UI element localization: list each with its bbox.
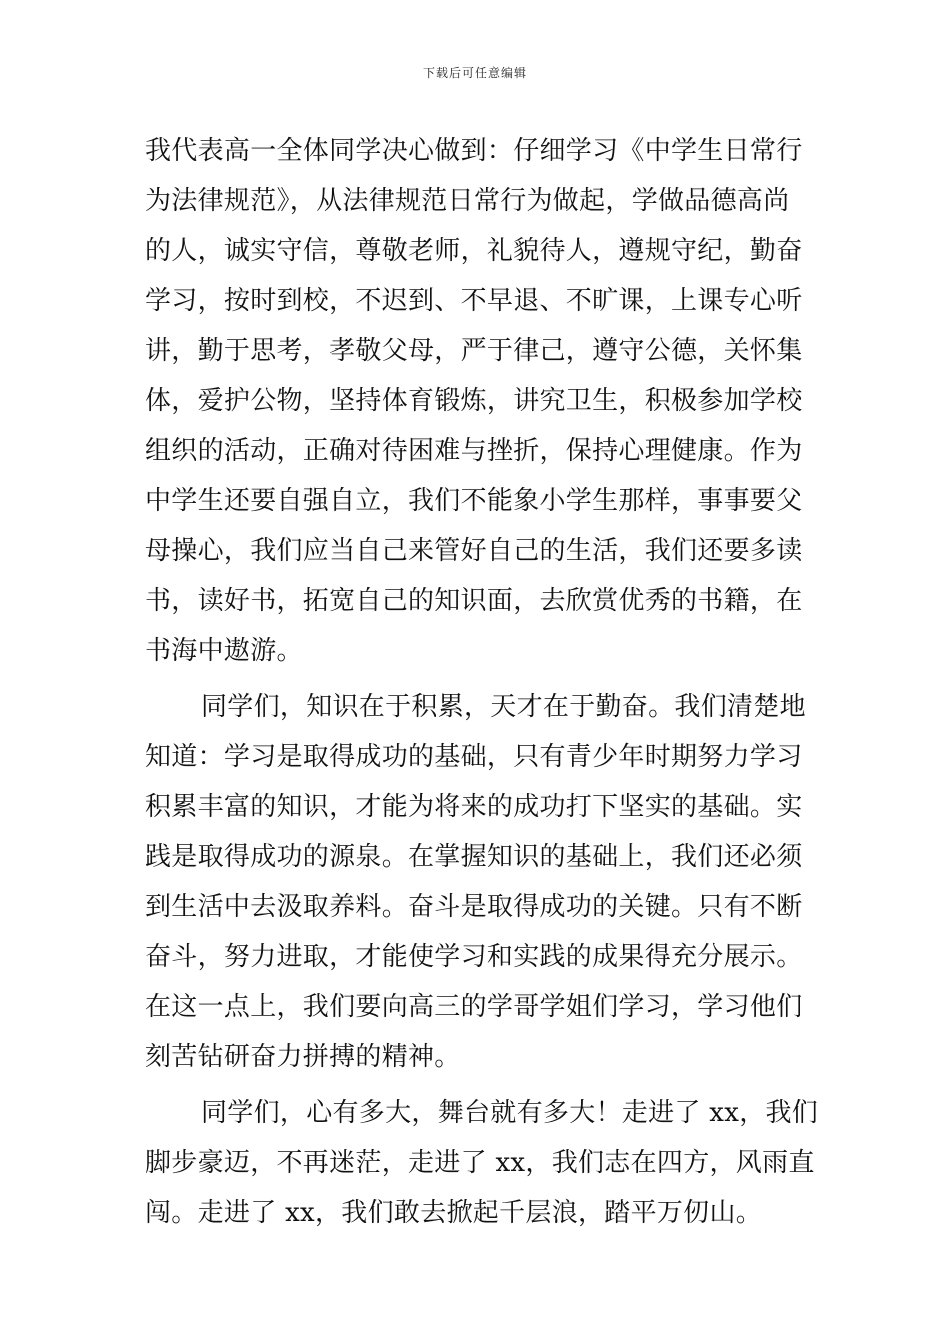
text-line: 体，爱护公物，坚持体育锻炼，讲究卫生，积极参加学校 bbox=[145, 386, 803, 416]
text-line: 学习，按时到校，不迟到、不早退、不旷课，上课专心听 bbox=[145, 286, 803, 316]
text-line: 闯。走进了 xx，我们敢去掀起千层浪，踏平万仞山。 bbox=[145, 1198, 763, 1228]
text-line: 的人，诚实守信，尊敬老师，礼貌待人，遵规守纪，勤奋 bbox=[145, 236, 803, 266]
paragraph-2 bbox=[145, 682, 810, 1082]
text-line: 书海中遨游。 bbox=[145, 636, 303, 666]
text-line: 同学们，心有多大，舞台就有多大！走进了 xx，我们 bbox=[201, 1098, 819, 1128]
text-line: 到生活中去汲取养料。奋斗是取得成功的关键。只有不断 bbox=[145, 892, 803, 922]
text-line: 书，读好书，拓宽自己的知识面，去欣赏优秀的书籍，在 bbox=[145, 586, 803, 616]
document-body bbox=[145, 126, 819, 1238]
text-line: 讲，勤于思考，孝敬父母，严于律己，遵守公德，关怀集 bbox=[145, 336, 803, 366]
paragraph-3 bbox=[145, 1088, 819, 1238]
text-line: 母操心，我们应当自己来管好自己的生活，我们还要多读 bbox=[145, 536, 803, 566]
text-line: 中学生还要自强自立，我们不能象小学生那样，事事要父 bbox=[145, 486, 803, 516]
text-line: 组织的活动，正确对待困难与挫折，保持心理健康。作为 bbox=[145, 436, 803, 466]
paragraph-1 bbox=[145, 126, 810, 676]
text-line: 奋斗，努力进取，才能使学习和实践的成果得充分展示。 bbox=[145, 942, 803, 972]
text-line: 刻苦钻研奋力拼搏的精神。 bbox=[145, 1042, 461, 1072]
text-line: 践是取得成功的源泉。在掌握知识的基础上，我们还必须 bbox=[145, 842, 803, 872]
text-line: 知道：学习是取得成功的基础，只有青少年时期努力学习 bbox=[145, 742, 803, 772]
text-line: 在这一点上，我们要向高三的学哥学姐们学习，学习他们 bbox=[145, 992, 803, 1022]
text-line: 为法律规范》，从法律规范日常行为做起，学做品德高尚 bbox=[145, 186, 790, 216]
text-line: 同学们，知识在于积累，天才在于勤奋。我们清楚地 bbox=[201, 692, 806, 722]
page-header: 下载后可任意编辑 bbox=[422, 66, 527, 80]
text-line: 积累丰富的知识，才能为将来的成功打下坚实的基础。实 bbox=[145, 792, 803, 822]
text-line: 脚步豪迈，不再迷茫，走进了 xx，我们志在四方，风雨直 bbox=[145, 1148, 815, 1178]
text-line: 我代表高一全体同学决心做到：仔细学习《中学生日常行 bbox=[145, 136, 803, 166]
